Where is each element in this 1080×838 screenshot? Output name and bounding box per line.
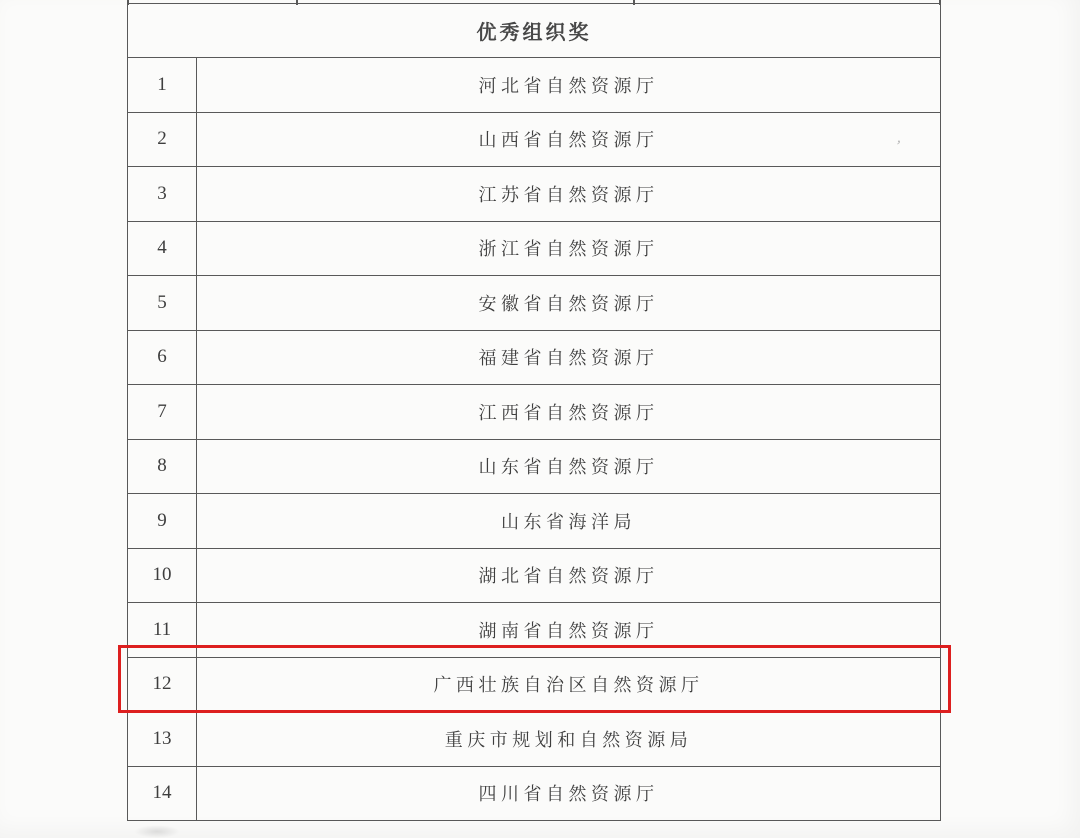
name-cell: 河北省自然资源厅 — [196, 58, 940, 112]
scan-smudge — [134, 825, 180, 838]
table-row-5 — [128, 275, 940, 330]
name-cell: 广西壮族自治区自然资源厅 — [196, 658, 940, 712]
rank-cell: 2 — [157, 128, 167, 150]
name-cell: 重庆市规划和自然资源局 — [196, 712, 940, 766]
rank-cell: 8 — [157, 455, 167, 477]
table-row-9 — [128, 493, 940, 548]
rank-cell: 14 — [152, 782, 172, 804]
table-row-7 — [128, 384, 940, 439]
table-body — [128, 57, 940, 820]
name-cell: 浙江省自然资源厅 — [196, 222, 940, 276]
table-row-14 — [128, 766, 940, 821]
name-cell: 山西省自然资源厅 — [196, 113, 940, 167]
name-cell: 江苏省自然资源厅 — [196, 167, 940, 221]
table-row-8 — [128, 439, 940, 494]
table-row-6 — [128, 330, 940, 385]
award-table — [127, 3, 941, 821]
name-cell: 湖南省自然资源厅 — [196, 603, 940, 657]
rank-cell: 13 — [152, 727, 172, 749]
table-row-11 — [128, 602, 940, 657]
scan-artifact-mark: ’ — [893, 137, 903, 156]
table-row-2 — [128, 112, 940, 167]
name-cell: 湖北省自然资源厅 — [196, 549, 940, 603]
rank-cell: 1 — [157, 73, 167, 95]
rank-cell: 6 — [157, 346, 167, 368]
name-cell: 山东省海洋局 — [196, 494, 940, 548]
table-row-13 — [128, 711, 940, 766]
rank-cell: 12 — [152, 673, 172, 695]
table-row-1 — [128, 57, 940, 112]
rank-cell: 10 — [152, 564, 172, 586]
rank-cell: 4 — [157, 237, 167, 259]
name-cell: 江西省自然资源厅 — [196, 385, 940, 439]
table-row-4 — [128, 221, 940, 276]
name-cell: 安徽省自然资源厅 — [196, 276, 940, 330]
table-header-row — [128, 4, 940, 57]
name-cell: 四川省自然资源厅 — [196, 767, 940, 821]
name-cell: 福建省自然资源厅 — [196, 331, 940, 385]
rank-cell: 3 — [157, 182, 167, 204]
rank-cell: 11 — [152, 618, 172, 640]
table-row-3 — [128, 166, 940, 221]
name-cell: 山东省自然资源厅 — [196, 440, 940, 494]
rank-cell: 7 — [157, 400, 167, 422]
table-row-12-highlighted — [128, 657, 940, 712]
table-row-10 — [128, 548, 940, 603]
rank-cell: 9 — [157, 509, 167, 531]
table-title: 优秀组织奖 — [476, 20, 592, 44]
rank-cell: 5 — [157, 291, 167, 313]
